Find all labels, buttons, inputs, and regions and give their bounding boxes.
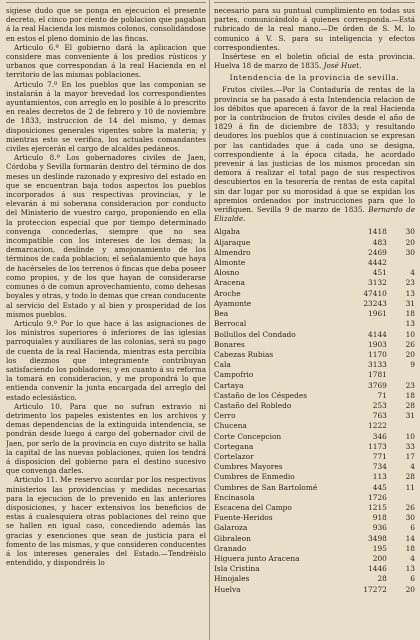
right-second-paragraph [214, 52, 415, 70]
entry-maravedis: 6 [410, 574, 415, 584]
entry-name: Cumbres de Enmedio [214, 472, 295, 482]
entry-reales: 1418 [368, 227, 387, 237]
entry-maravedis: 33 [405, 441, 415, 451]
entry-maravedis: 31 [405, 298, 415, 308]
entry-reales: 771 [372, 451, 387, 461]
entry-reales: 1781 [368, 370, 387, 380]
entry-reales: 17272 [363, 584, 387, 594]
entry-name: Hinojales [214, 574, 250, 584]
entry-maravedis: 6 [410, 523, 415, 533]
left-paragraph-4: Articulo 8.º Los gobernadores civiles de Jaen, Córdoba y Sevilla formarán dentro del término de dos meses un deslinde razonado y expresivo del estado en que se encuentran baja todos aspectos los pueblos incorporados á sus respectivas provincias, y le elevarán á mi soberana consideracion por conducto del Ministerio de vuestro cargo, proponiendo en ella la proteccion especial que por tiempo determinado convenga concederlas, siempre que no sea incompatible con los intereses de los demas; la demarcacion, deslinde y amojonamiento de los términos de cada poblacion; el señalamiento que haya de hacérseles de los terrenos ó fincas que deba poseer como propios, y de los que hayan de considerarse comunes ó de comun aprovechamiento, como dehesas boyales y otras, y todo lo demas que crean conducente al servicio del Estado y al bien y prosperidad de los mismos pueblos. [6, 153, 206, 319]
section-heading: Intendencia de la provincia de sevilla. [229, 73, 400, 83]
entry-reales: 483 [372, 237, 387, 247]
entry-reales: 1726 [368, 492, 387, 502]
table-row [214, 544, 415, 554]
entry-maravedis: 20 [405, 237, 415, 247]
entry-name: Bonares [214, 339, 245, 349]
entry-reales: 3498 [368, 533, 387, 543]
entry-reales: 763 [372, 411, 387, 421]
entry-name: Corte Concepcion [214, 431, 282, 441]
entry-maravedis: 31 [405, 411, 415, 421]
left-paragraph-3: Articulo 7.º En los pueblos que las componian se instalarán á la mayor brevedad los correspondientes ayuntamientos, con arreglo en lo posible á lo prescrito en reales decretos de 2 de febrero y 10 de noviembre de 1833, instruccion de 14 del mismo, y demas disposiciones generales vigentes sobre la materia; y mientras esto se verifica, los actuales comandantes civiles ejercerán el cargo de alcaldes pedáneos. [6, 79, 206, 154]
table-row [214, 289, 415, 299]
entry-maravedis: 30 [405, 513, 415, 523]
left-column [6, 0, 206, 640]
table-row [214, 411, 415, 421]
entry-maravedis [387, 493, 415, 503]
table-row [214, 534, 415, 544]
entry-maravedis: 10 [405, 431, 415, 441]
entry-maravedis: 13 [405, 288, 415, 298]
entry-name: Cerro [214, 411, 236, 421]
left-paragraph-6: Articulo 10. Para que no sufran extravio ni detrimento los papeles existentes en los archivos y demas dependencias de la extinguida intendencia, se pondrán desde luego á cargo del gobernador civil de Jaen, por serlo de la provincia en cuyo distrito se halla la capital de las nuevas poblaciones, quien los tendrá á disposicion del gobierno para el destino sucesivo que convenga darles. [6, 401, 206, 476]
entry-reales [355, 319, 387, 329]
entry-name: Aroche [214, 288, 241, 298]
entry-reales: 3132 [368, 278, 387, 288]
entry-reales: 4442 [368, 258, 387, 268]
entry-reales: 1961 [368, 309, 387, 319]
entry-name: Bollullos del Condado [214, 329, 296, 339]
entry-name: Aljaraque [214, 237, 251, 247]
entry-reales: 23243 [363, 298, 387, 308]
table-row [214, 452, 415, 462]
entry-reales: 1222 [368, 421, 387, 431]
entry-name: Encinasola [214, 492, 255, 502]
intro-paragraph [214, 85, 415, 223]
entry-name: Higuera junto Aracena [214, 553, 300, 563]
entry-name: Castaño del Robledo [214, 400, 292, 410]
entry-reales: 1170 [368, 349, 387, 359]
entry-name: Escacena del Campo [214, 502, 292, 512]
entry-maravedis: 11 [405, 482, 415, 492]
left-paragraph-7: Articulo 11. Me reservo acordar por los respectivos ministerios las providencias y medidas necesarias para la ejecucion de lo prevenido en las anteriores disposiciones, y hacer extensivos los beneficios de estas á cualesquiera otras poblaciones del reino que se hallen en igual caso, concediendo además las gracias y exenciones que sean de justicia para el fomento de las mismas, y que consideren conducentes á los intereses generales del Estado.—Tendréislo entendido, y dispondréis lo [6, 475, 206, 568]
entry-maravedis: 28 [405, 472, 415, 482]
entry-reales: 3133 [368, 360, 387, 370]
entry-maravedis: 30 [405, 247, 415, 257]
entry-reales: 734 [372, 462, 387, 472]
entry-name: Aracena [214, 278, 245, 288]
right-second-text: Insértese en el boletin oficial de esta provincia. Huelva 18 de marzo de 1835. [214, 52, 415, 71]
entry-reales: 195 [372, 543, 387, 553]
entry-maravedis: 23 [405, 278, 415, 288]
entry-name: Huelva [214, 584, 241, 594]
table-row [214, 442, 415, 452]
entry-maravedis: 30 [405, 227, 415, 237]
table-row [214, 238, 415, 248]
entry-name: Chucena [214, 421, 247, 431]
entry-name: Bea [214, 309, 229, 319]
entry-reales: 113 [372, 472, 387, 482]
debtor-table [214, 227, 415, 594]
entry-maravedis: 13 [405, 319, 415, 329]
entry-maravedis: 18 [405, 390, 415, 400]
entry-reales: 71 [377, 390, 387, 400]
table-row [214, 340, 415, 350]
right-second-signature: José Huet. [323, 61, 362, 71]
entry-name: Alosno [214, 268, 240, 278]
table-row [214, 299, 415, 309]
entry-name: Cabezas Rubias [214, 349, 274, 359]
table-row [214, 585, 415, 595]
entry-name: Ayamonte [214, 298, 252, 308]
entry-maravedis: 17 [405, 451, 415, 461]
table-row [214, 360, 415, 370]
entry-maravedis: 9 [410, 360, 415, 370]
entry-name: Cumbres Mayores [214, 462, 283, 472]
entry-reales: 47410 [363, 288, 387, 298]
table-row [214, 483, 415, 493]
entry-maravedis: 20 [405, 584, 415, 594]
table-row [214, 432, 415, 442]
entry-name: Cala [214, 360, 231, 370]
entry-name: Almonte [214, 258, 246, 268]
table-row [214, 370, 415, 380]
table-row [214, 462, 415, 472]
entry-name: Cumbres de San Bartolomé [214, 482, 318, 492]
entry-name: Isla Cristina [214, 564, 260, 574]
entry-maravedis [387, 370, 415, 380]
intro-text: Frutos civiles.—Por la Contaduría de rentas de la provincia se ha pasado á esta Intendencia relacion de los débitos que aparecen á favor de la real Hacienda por la contribucion de frutos civiles desde el año de 1829 á fin de diciembre de 1833; y resultando deudores los pueblos que á continuacion se expresan por las cantidades que á cada uno se designa, correspondiente á la época citada, he acordado prevenir á las justicias de los mismos procedan sin demora á realizar el total pago de sus respectivos descubiertos en la tesorería de rentas de esta capital sin dar lugar por su morosidad á que se expidan los apremios ordenados por instrucciones para que lo verifiquen. Sevilla 9 de marzo de 1835. [214, 85, 415, 215]
right-top-paragraph: necesario para su puntual cumplimiento en todas sus partes, comunicándolo á quienes corresponda.—Está rubricado de la real mano.—De órden de S. M. lo comunico á V. S. para su inteligencia y efectos correspondientes. [214, 6, 415, 52]
table-row [214, 391, 415, 401]
table-row [214, 513, 415, 523]
column-divider [209, 0, 210, 640]
table-row [214, 421, 415, 431]
entry-name: Berrocal [214, 319, 247, 329]
entry-maravedis: 13 [405, 564, 415, 574]
entry-reales: 200 [372, 553, 387, 563]
table-row [214, 350, 415, 360]
entry-reales: 28 [377, 574, 387, 584]
left-paragraph-1: sigiese dudo que se ponga en ejecucion el presente decreto, el cinco por ciento de poblacion que pagaban á la real Hacienda los mismos colonos, consolidándose en estos el pleno dominio de las fincas. [6, 6, 206, 43]
entry-maravedis: 18 [405, 309, 415, 319]
entry-reales: 1215 [368, 502, 387, 512]
entry-name: Cortelazor [214, 451, 254, 461]
entry-maravedis: 14 [405, 533, 415, 543]
debtor-table-body [214, 227, 415, 594]
table-row [214, 554, 415, 564]
table-row [214, 564, 415, 574]
table-row [214, 248, 415, 258]
entry-reales: 253 [372, 400, 387, 410]
table-row [214, 503, 415, 513]
entry-name: Castaño de los Céspedes [214, 390, 308, 400]
table-row [214, 258, 415, 268]
left-paragraph-5: Articulo 9.º Por lo que hace á las asignaciones de los ministros superiores ó inferiores de las iglesias parroquiales y auxiliares de las colonias, será su pago de cuenta de la real Hacienda, mientras esta percibia los diezmos que integramente contribuyan satisfaciendo los pobladores; y en cuanto á su reforma la tomará en consideracion, y me propondrá lo que entienda convenir la junta encargada del arreglo del estado eclesiástico. [6, 318, 206, 402]
entry-maravedis: 4 [410, 462, 415, 472]
table-row [214, 574, 415, 584]
top-rule-right [214, 2, 415, 3]
left-paragraph-2: Articulo 6.º El gobierno dará la aplicacion que considere mas conveniente á los predios rústicos y urbanos que correspondan á la real Hacienda en el territorio de las mismas poblaciones. [6, 42, 206, 80]
table-row [214, 309, 415, 319]
entry-name: Granado [214, 543, 247, 553]
entry-maravedis: 26 [405, 339, 415, 349]
right-column [214, 0, 415, 640]
entry-name: Campofrio [214, 370, 254, 380]
table-row [214, 401, 415, 411]
table-row [214, 330, 415, 340]
entry-maravedis: 4 [410, 268, 415, 278]
entry-reales: 918 [372, 513, 387, 523]
entry-maravedis: 26 [405, 502, 415, 512]
entry-maravedis [387, 258, 415, 268]
entry-maravedis [387, 421, 415, 431]
entry-maravedis: 10 [405, 329, 415, 339]
entry-reales: 346 [372, 431, 387, 441]
table-row [214, 381, 415, 391]
entry-name: Cortegana [214, 441, 254, 451]
table-row [214, 472, 415, 482]
table-row [214, 493, 415, 503]
entry-reales: 1446 [368, 564, 387, 574]
entry-maravedis: 18 [405, 543, 415, 553]
entry-reales: 1173 [368, 441, 387, 451]
intro-signature: Bernardo de Elizalde. [214, 205, 415, 224]
table-row [214, 268, 415, 278]
entry-maravedis: 4 [410, 553, 415, 563]
entry-name: Galaroza [214, 523, 248, 533]
entry-reales: 3769 [368, 380, 387, 390]
entry-reales: 4144 [368, 329, 387, 339]
entry-name: Algaba [214, 227, 240, 237]
entry-name: Cartaya [214, 380, 244, 390]
entry-maravedis: 28 [405, 400, 415, 410]
top-rule-left [6, 2, 206, 3]
entry-name: Gibraleon [214, 533, 251, 543]
table-row [214, 319, 415, 329]
entry-reales: 2469 [368, 247, 387, 257]
entry-reales: 445 [372, 482, 387, 492]
entry-name: Almendro [214, 247, 251, 257]
entry-reales: 1903 [368, 339, 387, 349]
table-row [214, 278, 415, 288]
entry-maravedis: 20 [405, 349, 415, 359]
entry-maravedis: 23 [405, 380, 415, 390]
table-row [214, 227, 415, 237]
entry-name: Fuente-Heridos [214, 513, 273, 523]
entry-reales: 936 [372, 523, 387, 533]
table-row [214, 523, 415, 533]
entry-reales: 451 [372, 268, 387, 278]
